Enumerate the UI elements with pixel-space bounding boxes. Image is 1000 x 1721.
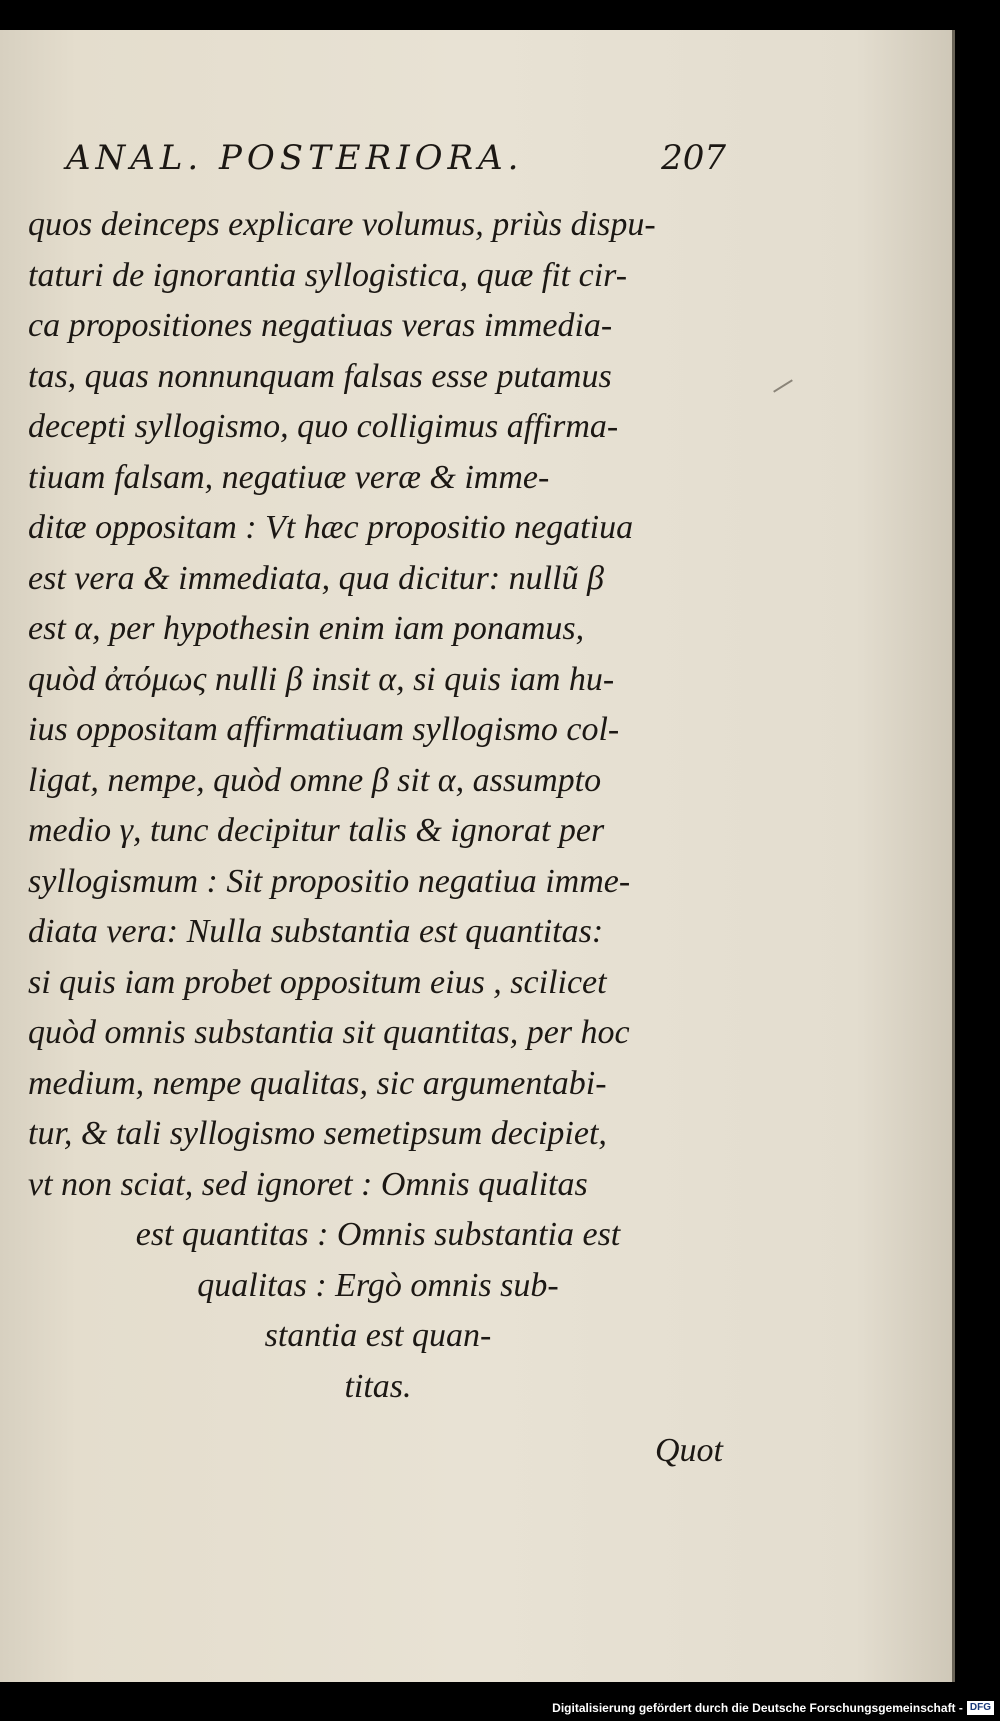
- text-line: syllogismum : Sit propositio negatiua imme-: [28, 862, 631, 900]
- text-line: quòd ἀτόμως nulli β insit α, si quis iam hu-: [28, 660, 615, 698]
- footer-credit: [552, 1699, 994, 1717]
- text-line: ca propositiones negatiuas veras immedia-: [28, 307, 613, 344]
- text-line: medium, nempe qualitas, sic argumentabi-: [28, 1064, 607, 1102]
- text-line: ius oppositam affirmatiuam syllogismo col-: [28, 711, 620, 748]
- centered-line: est quantitas : Omnis substantia est: [135, 1216, 621, 1253]
- text-body: [28, 200, 728, 1412]
- centered-line: titas.: [344, 1367, 412, 1405]
- text-line: tur, & tali syllogismo semetipsum decipiet,: [28, 1115, 607, 1152]
- centered-line: stantia est quan-: [264, 1317, 492, 1354]
- text-line: decepti syllogismo, quo colligimus affirma-: [28, 408, 619, 445]
- text-line: est vera & immediata, qua dicitur: nullũ β: [28, 559, 604, 597]
- text-line: quos deinceps explicare volumus, priùs dispu-: [28, 206, 656, 243]
- text-line: vt non sciat, sed ignoret : Omnis qualitas: [28, 1165, 588, 1203]
- centered-line: qualitas : Ergò omnis sub-: [197, 1266, 559, 1304]
- catchword: Quot: [655, 1432, 723, 1469]
- dfg-logo: DFG: [967, 1701, 994, 1715]
- text-line: ditæ oppositam : Vt hæc propositio negatiua: [28, 509, 634, 546]
- text-line: ligat, nempe, quòd omne β sit α, assumpto: [28, 761, 602, 799]
- footer-credit-text: Digitalisierung gefördert durch die Deutsche Forschungsgemeinschaft -: [552, 1701, 963, 1715]
- header-title: ANAL. POSTERIORA.: [66, 138, 524, 178]
- text-line: est α, per hypothesin enim iam ponamus,: [28, 610, 585, 647]
- text-line: diata vera: Nulla substantia est quantitas:: [28, 913, 604, 950]
- text-line: tas, quas nonnunquam falsas esse putamus: [28, 357, 612, 395]
- text-line: tiuam falsam, negatiuæ veræ & imme-: [28, 458, 550, 496]
- text-line: si quis iam probet oppositum eius , scilicet: [28, 963, 607, 1001]
- page-number: 207: [661, 138, 726, 178]
- text-line: taturi de ignorantia syllogistica, quæ fit cir-: [28, 256, 628, 294]
- running-header: [66, 138, 726, 184]
- text-line: quòd omnis substantia sit quantitas, per hoc: [28, 1014, 630, 1051]
- text-line: medio γ, tunc decipitur talis & ignorat per: [28, 812, 605, 849]
- margin-mark: [773, 379, 793, 392]
